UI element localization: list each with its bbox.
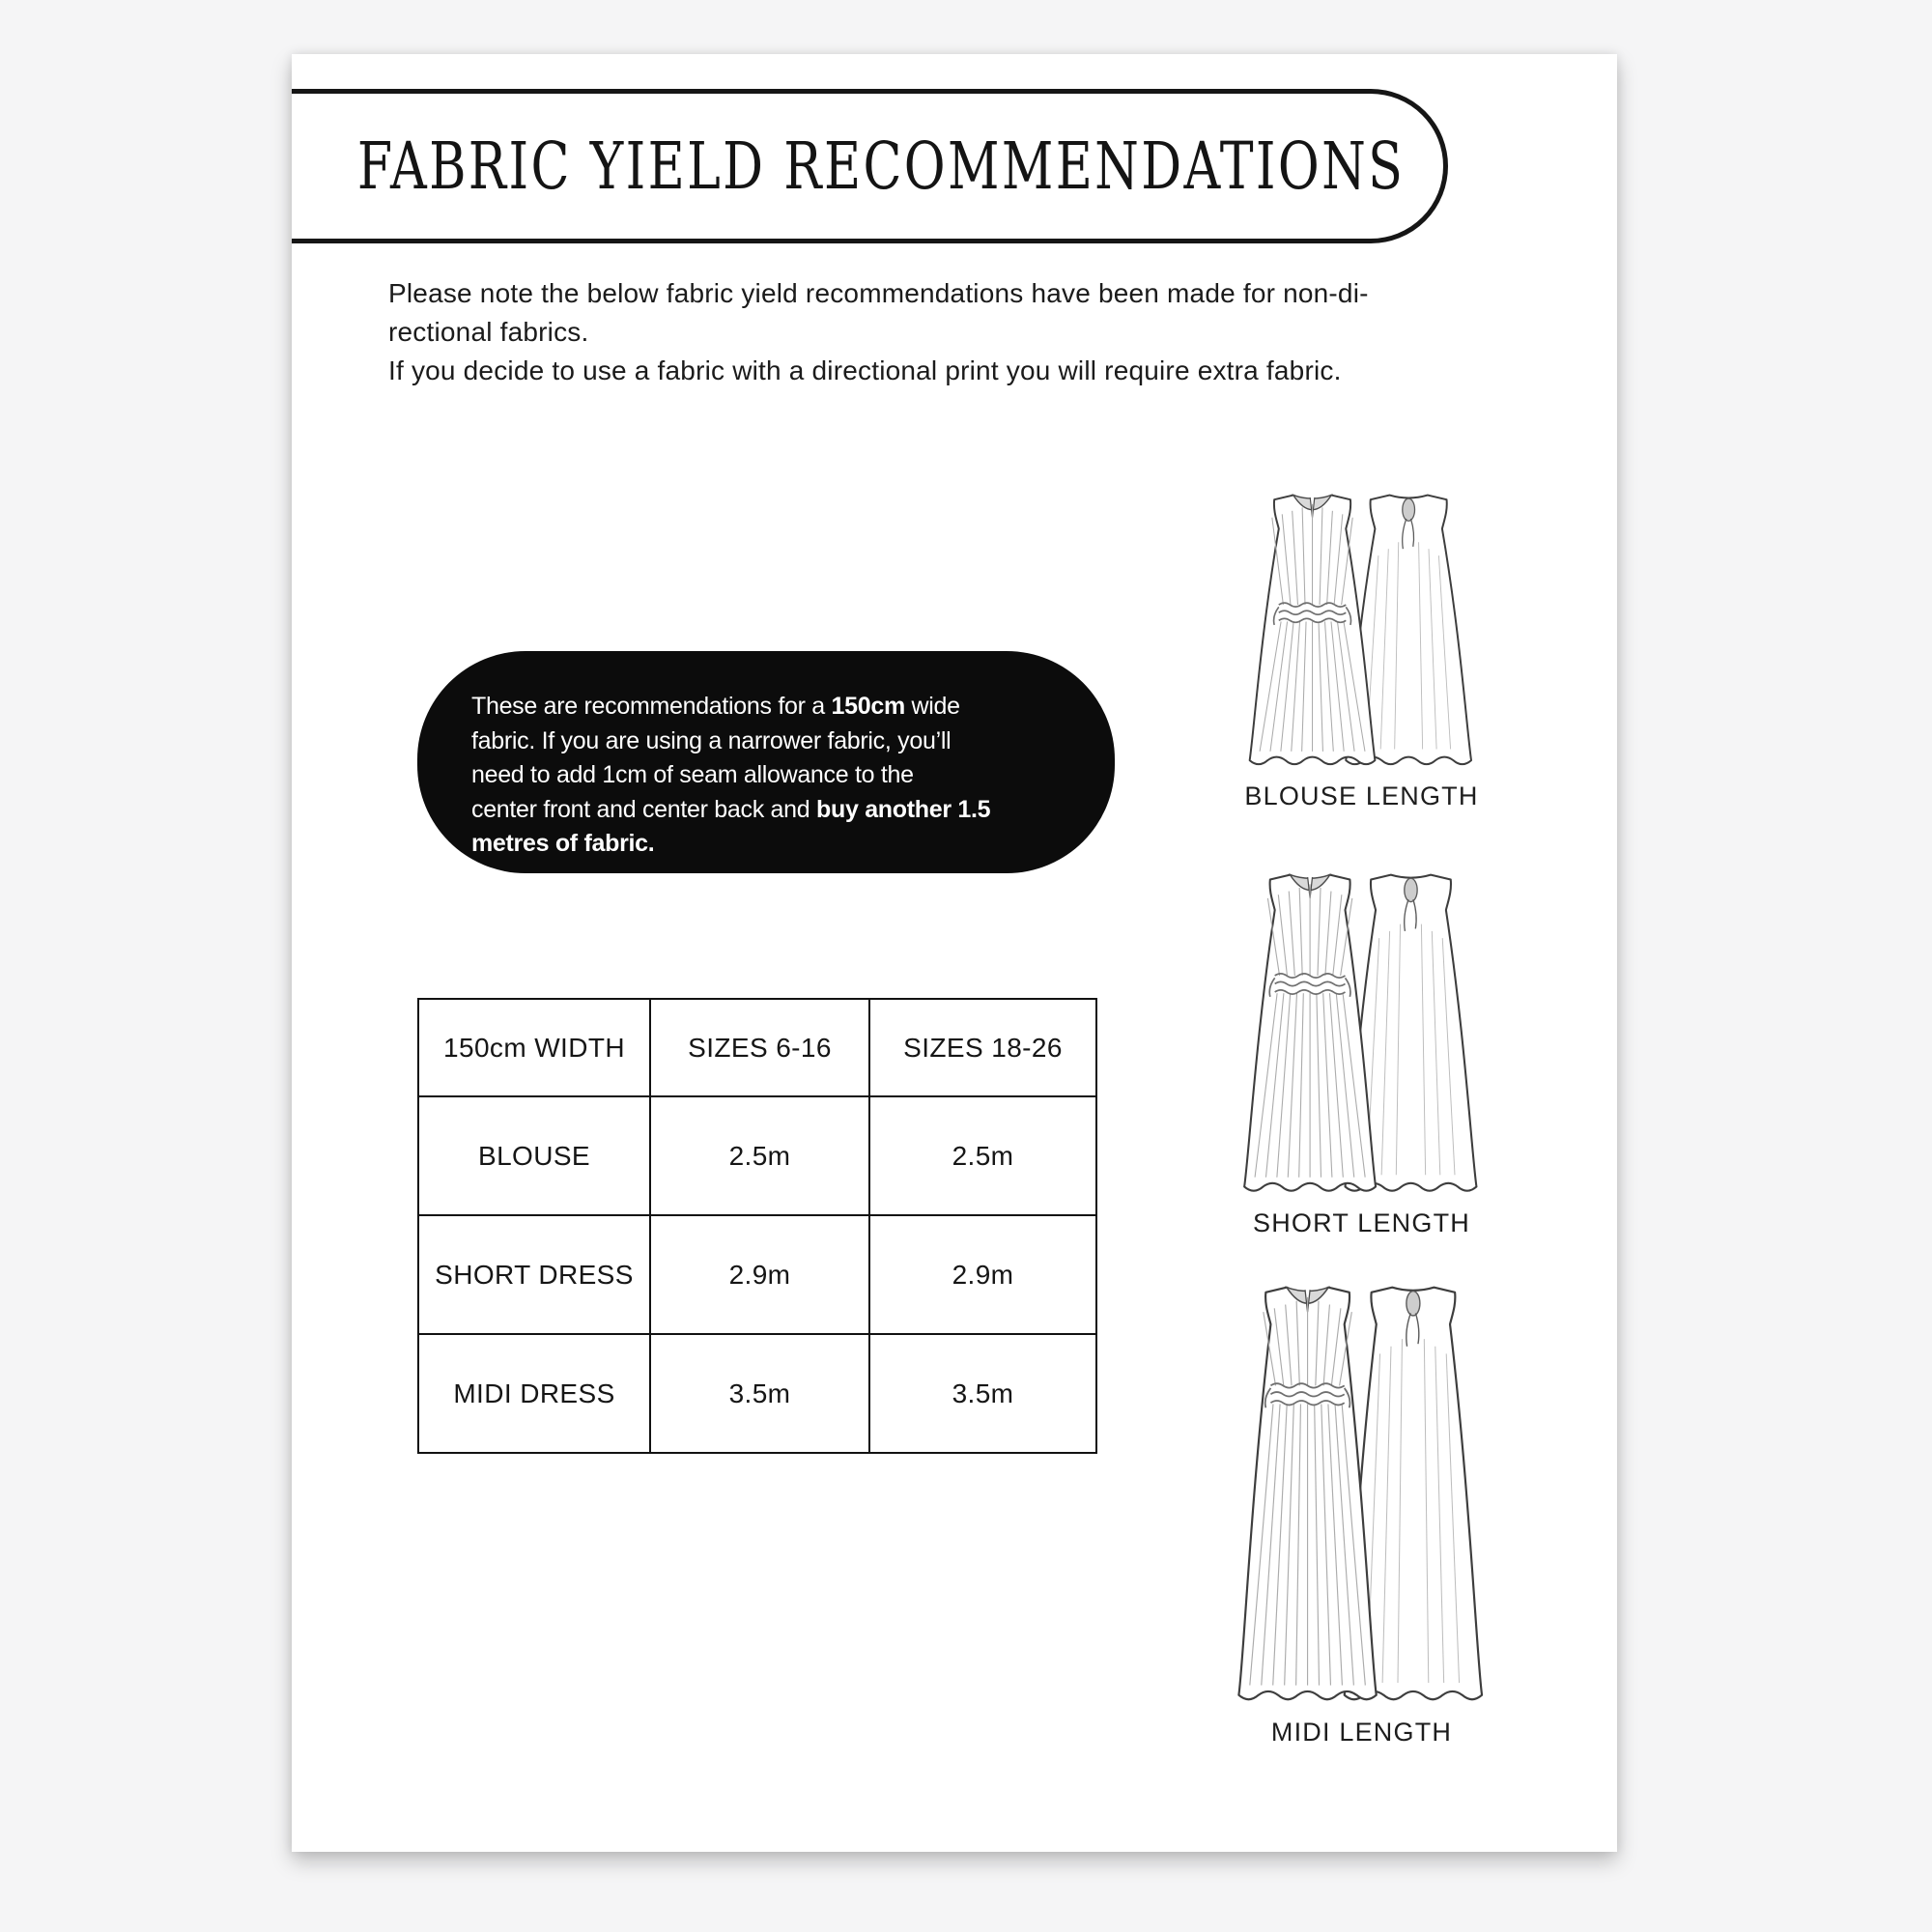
intro-line: Please note the below fabric yield recommendations have been made for non-di- [388, 278, 1369, 308]
row-label: BLOUSE [418, 1096, 650, 1215]
document-page [292, 54, 1617, 1852]
row-label: MIDI DRESS [418, 1334, 650, 1453]
row-label: SHORT DRESS [418, 1215, 650, 1334]
page-title: FABRIC YIELD RECOMMENDATIONS [356, 128, 1406, 204]
callout-line: fabric. If you are using a narrower fabric, you’ll [471, 726, 952, 754]
dress-front-back-illustration [1226, 1275, 1497, 1710]
yield-value: 2.5m [650, 1096, 869, 1215]
yield-value: 2.5m [869, 1096, 1096, 1215]
callout-line: need to add 1cm of seam allowance to the [471, 761, 914, 788]
fabric-width-callout [417, 651, 1115, 873]
table-header-width: 150cm WIDTH [418, 999, 650, 1096]
intro-line: If you decide to use a fabric with a directional print you will require extra fabric. [388, 355, 1342, 385]
callout-line: center front and center back and buy another 1.5 [471, 795, 991, 823]
title-banner [292, 89, 1448, 243]
figure-label: BLOUSE LENGTH [1244, 781, 1479, 810]
figure-short-length [1233, 863, 1491, 1238]
dress-front-back-illustration [1233, 863, 1491, 1201]
table-row-midi-dress [418, 1334, 1096, 1453]
callout-line: These are recommendations for a 150cm wide [471, 693, 960, 720]
intro-paragraph [388, 274, 1369, 390]
table-header-sizes-6-16: SIZES 6-16 [650, 999, 869, 1096]
yield-value: 3.5m [869, 1334, 1096, 1453]
yield-value: 3.5m [650, 1334, 869, 1453]
figure-midi-length [1226, 1275, 1497, 1747]
table-row-short-dress [418, 1215, 1096, 1334]
yield-value: 2.9m [869, 1215, 1096, 1334]
table-row-blouse [418, 1096, 1096, 1215]
yield-value: 2.9m [650, 1215, 869, 1334]
figure-label: SHORT LENGTH [1253, 1208, 1470, 1237]
figure-blouse-length [1238, 484, 1485, 811]
table-header-sizes-18-26: SIZES 18-26 [869, 999, 1096, 1096]
intro-line: rectional fabrics. [388, 317, 589, 347]
figure-label: MIDI LENGTH [1270, 1718, 1453, 1747]
fabric-yield-table [417, 998, 1097, 1454]
dress-front-back-illustration [1238, 484, 1485, 774]
table-header-row [418, 999, 1096, 1096]
callout-line: metres of fabric. [471, 830, 655, 857]
